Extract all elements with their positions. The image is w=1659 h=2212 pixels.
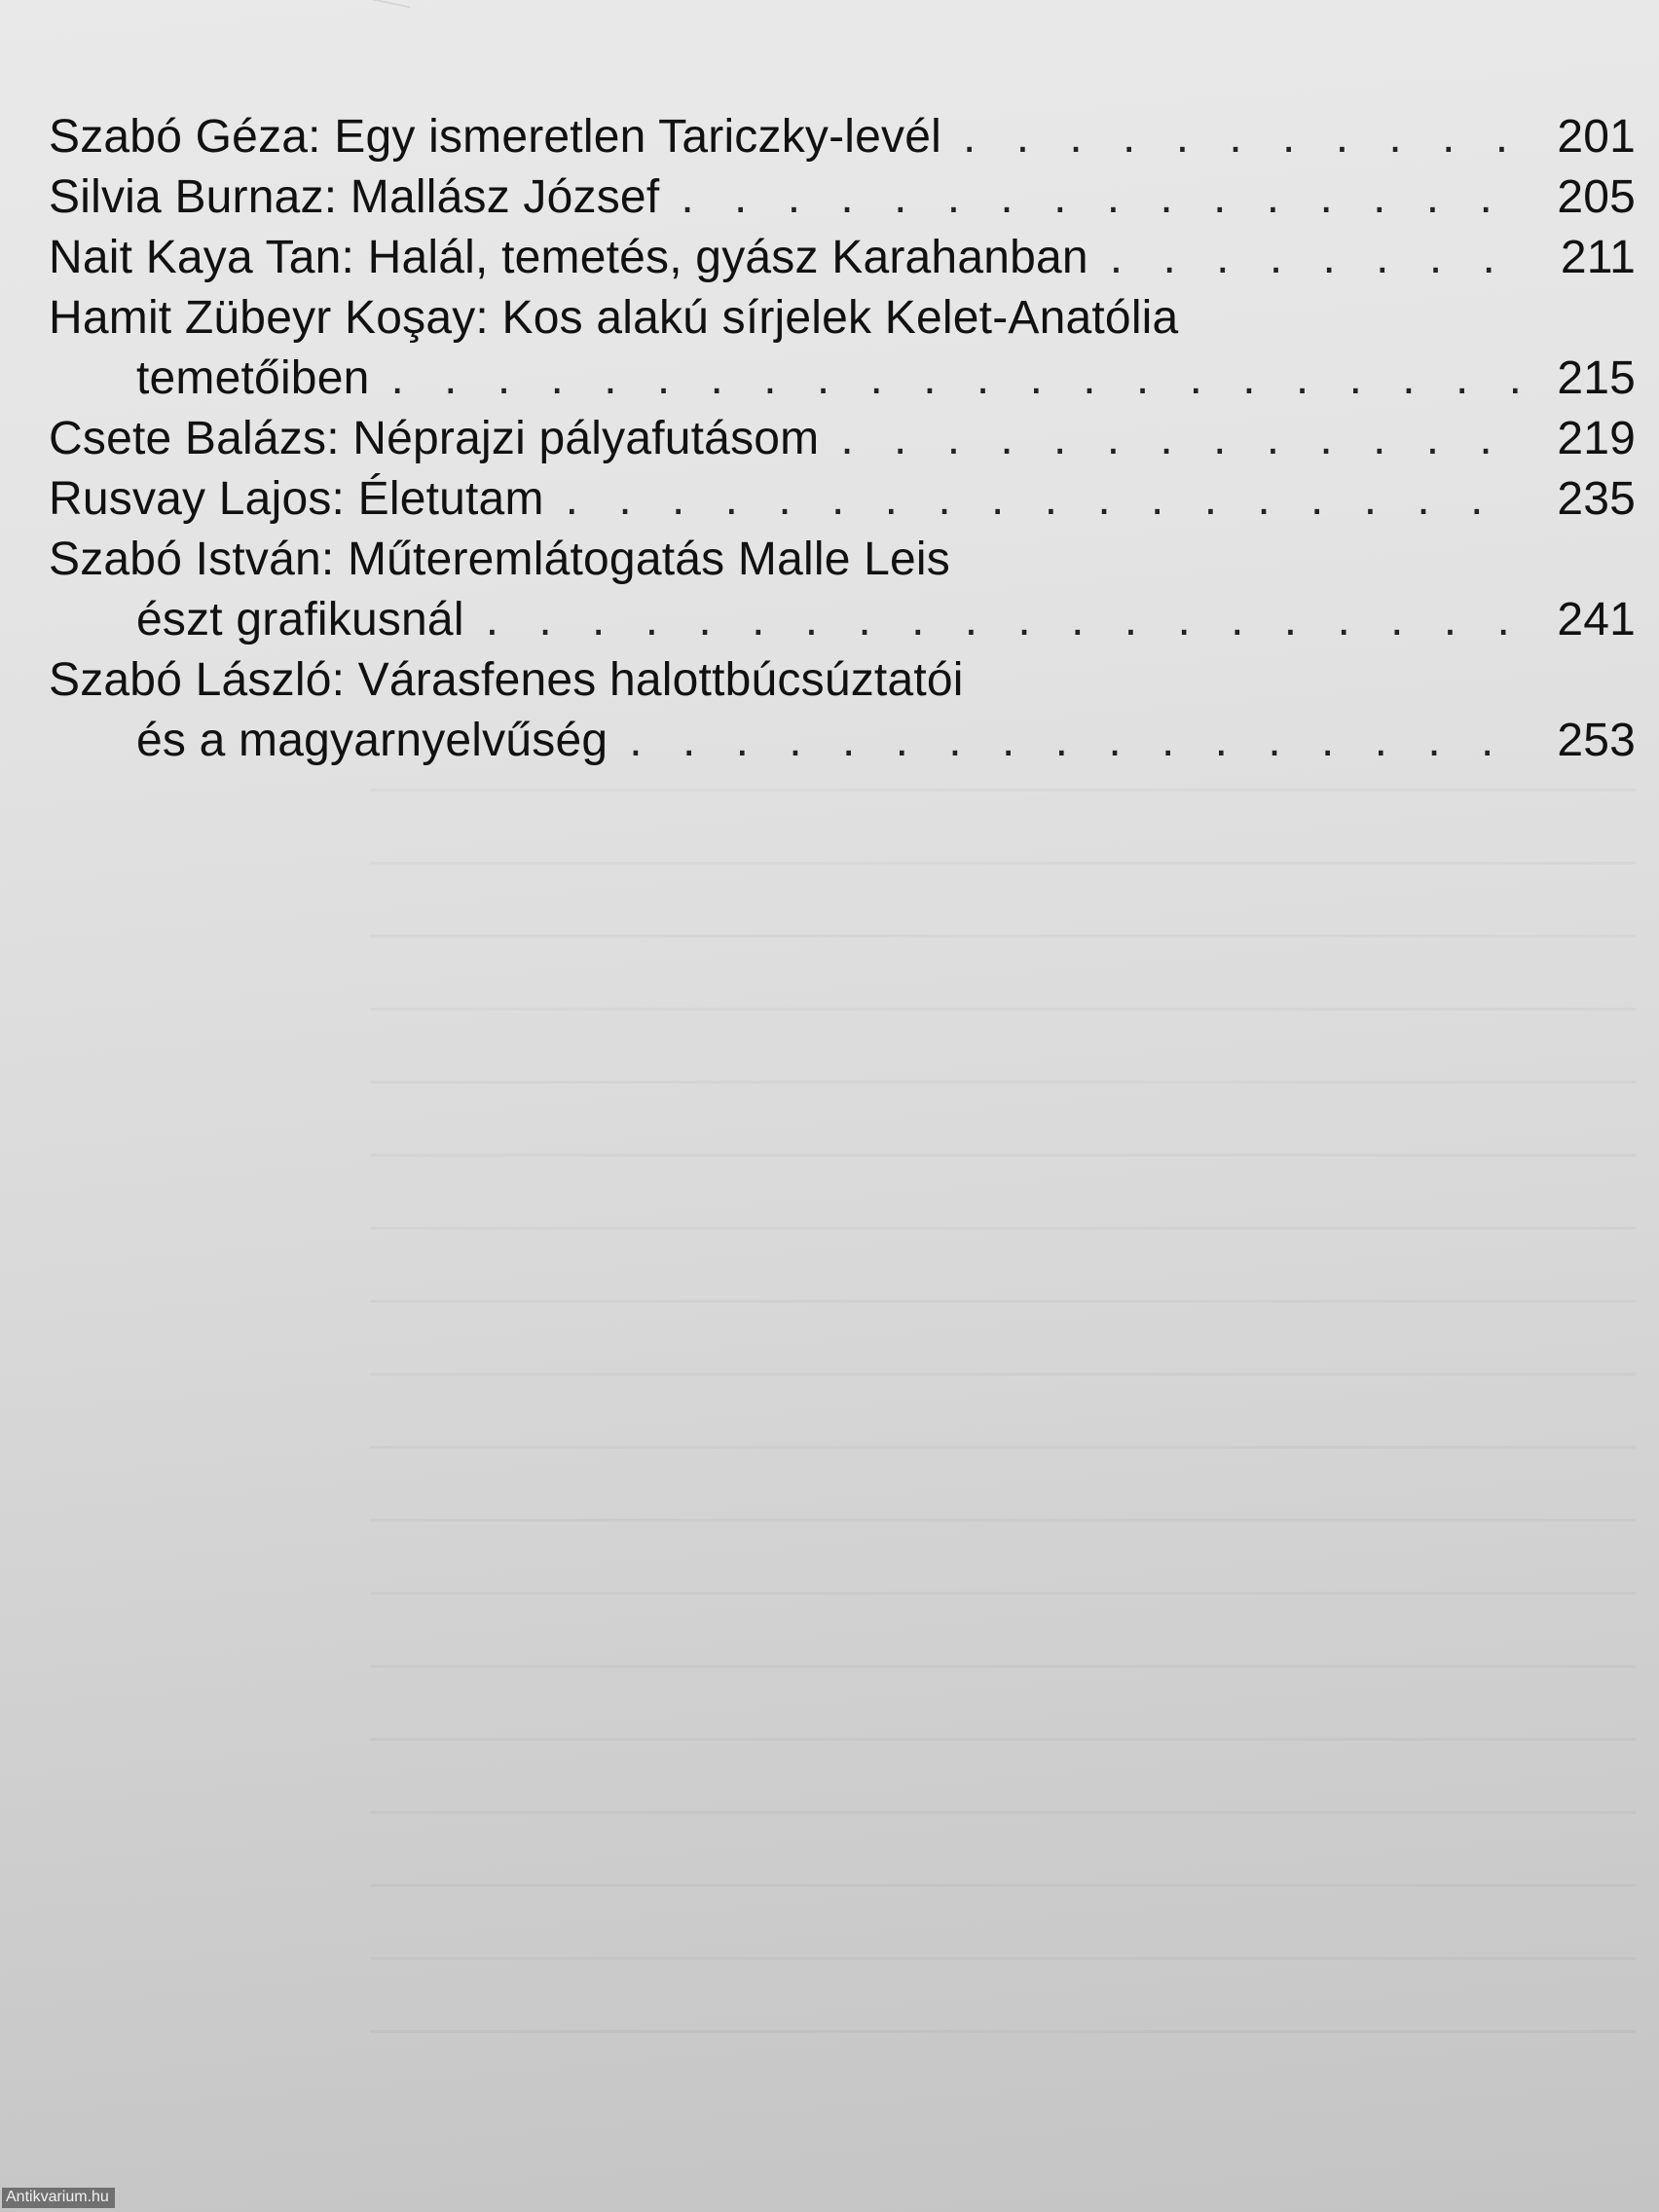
toc-entry [49, 650, 1636, 771]
dot-leader [391, 349, 1522, 409]
toc-entry [49, 288, 1636, 409]
toc-entry-title: Szabó István: Műteremlátogatás Malle Leis [49, 534, 950, 585]
toc-entry-title: Hamit Zübeyr Koşay: Kos alakú sírjelek Kelet-Anatólia [49, 292, 1179, 344]
toc-entry-title-continued: temetőiben [136, 352, 370, 404]
toc-entry-title: Rusvay Lajos: Életutam [49, 473, 544, 525]
dot-leader [486, 590, 1521, 650]
page-crease [350, 0, 411, 25]
toc-entry-page: 215 [1557, 352, 1636, 404]
toc-entry [49, 530, 1636, 650]
dot-leader [963, 107, 1521, 167]
dot-leader [629, 711, 1521, 771]
toc-entry-title: Nait Kaya Tan: Halál, temetés, gyász Karahanban [49, 232, 1088, 283]
toc-entry [49, 469, 1636, 530]
dot-leader [566, 469, 1521, 530]
toc-entry [49, 167, 1636, 228]
toc-entry-title: Szabó László: Várasfenes halottbúcsúztatói [49, 654, 964, 706]
toc-entry [49, 107, 1636, 167]
toc-entry-page: 253 [1557, 715, 1636, 766]
toc-entry-title-continued: és a magyarnyelvűség [136, 715, 608, 766]
toc-entry-page: 201 [1557, 111, 1636, 163]
toc-entry-page: 219 [1557, 413, 1636, 464]
toc-entry-page: 241 [1557, 594, 1636, 645]
table-of-contents [49, 107, 1636, 771]
toc-entry-title: Szabó Géza: Egy ismeretlen Tariczky-levél [49, 111, 942, 163]
toc-entry-title: Silvia Burnaz: Mallász József [49, 171, 660, 223]
toc-entry-title-continued: észt grafikusnál [136, 594, 464, 645]
dot-leader [840, 409, 1521, 469]
dot-leader [1110, 228, 1521, 288]
toc-entry-title: Csete Balázs: Néprajzi pályafutásom [49, 413, 820, 464]
toc-entry-page: 211 [1560, 232, 1636, 283]
toc-entry-page: 205 [1557, 171, 1636, 223]
dot-leader [681, 167, 1521, 228]
toc-entry [49, 228, 1636, 288]
watermark-label: Antikvarium.hu [2, 2188, 115, 2208]
toc-entry [49, 409, 1636, 469]
show-through-reverse-page [234, 759, 1636, 2074]
toc-entry-page: 235 [1557, 473, 1636, 525]
